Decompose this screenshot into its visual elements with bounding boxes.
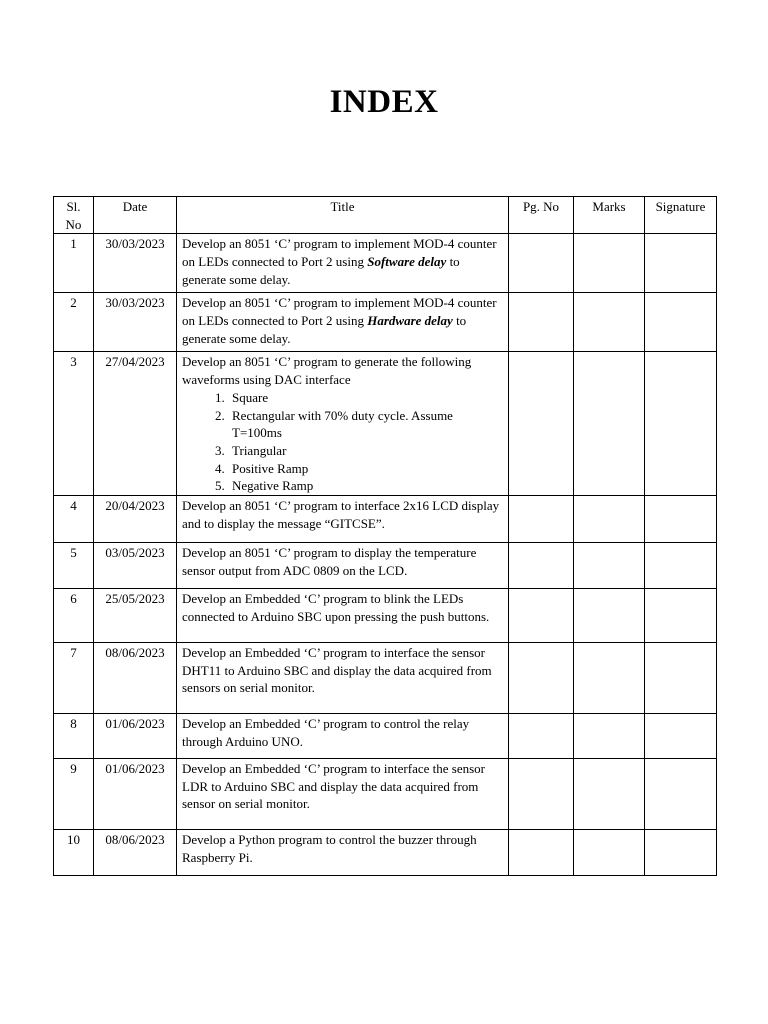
cell-date: 08/06/2023	[94, 643, 177, 714]
cell-pgno	[509, 234, 574, 293]
table-row	[54, 496, 717, 543]
cell-date: 30/03/2023	[94, 234, 177, 293]
cell-marks	[574, 543, 645, 589]
page-title: INDEX	[329, 84, 439, 120]
list-item: 2. Rectangular with 70% duty cycle. Assume T=100ms	[228, 407, 503, 442]
cell-pgno	[509, 543, 574, 589]
table-row	[54, 643, 717, 714]
cell-marks	[574, 643, 645, 714]
header-date: Date	[94, 197, 177, 234]
cell-signature	[645, 643, 717, 714]
cell-signature	[645, 543, 717, 589]
cell-marks	[574, 496, 645, 543]
cell-pgno	[509, 830, 574, 876]
cell-date: 01/06/2023	[94, 759, 177, 830]
cell-slno: 4	[54, 496, 94, 543]
cell-title: Develop an 8051 ‘C’ program to implement MOD-4 counter on LEDs connected to Port 2 using Hardware delay to generate some delay.	[177, 293, 509, 352]
header-row	[54, 197, 717, 234]
cell-date: 27/04/2023	[94, 352, 177, 496]
header-signature: Signature	[645, 197, 717, 234]
title-emphasis: Hardware delay	[367, 313, 453, 329]
table-row	[54, 543, 717, 589]
cell-marks	[574, 589, 645, 643]
cell-pgno	[509, 589, 574, 643]
table-row	[54, 234, 717, 293]
cell-title: Develop an Embedded ‘C’ program to control the relay through Arduino UNO.	[177, 714, 509, 759]
cell-date: 30/03/2023	[94, 293, 177, 352]
cell-date: 25/05/2023	[94, 589, 177, 643]
cell-title: Develop an 8051 ‘C’ program to implement MOD-4 counter on LEDs connected to Port 2 using Software delay to generate some delay.	[177, 234, 509, 293]
cell-title: Develop an 8051 ‘C’ program to display the temperature sensor output from ADC 0809 on the LCD.	[177, 543, 509, 589]
cell-pgno	[509, 496, 574, 543]
cell-signature	[645, 714, 717, 759]
cell-marks	[574, 352, 645, 496]
cell-marks	[574, 234, 645, 293]
table-row	[54, 352, 717, 496]
header-slno: Sl. No	[54, 197, 94, 234]
list-item: 4. Positive Ramp	[228, 460, 503, 478]
cell-signature	[645, 352, 717, 496]
cell-date: 20/04/2023	[94, 496, 177, 543]
cell-slno: 8	[54, 714, 94, 759]
cell-signature	[645, 234, 717, 293]
cell-title: Develop an Embedded ‘C’ program to interface the sensor LDR to Arduino SBC and display the data acquired from sensor on serial monitor.	[177, 759, 509, 830]
cell-slno: 9	[54, 759, 94, 830]
cell-pgno	[509, 352, 574, 496]
cell-slno: 7	[54, 643, 94, 714]
cell-pgno	[509, 714, 574, 759]
table-row	[54, 589, 717, 643]
cell-signature	[645, 589, 717, 643]
table-row	[54, 830, 717, 876]
cell-marks	[574, 759, 645, 830]
cell-signature	[645, 830, 717, 876]
table-row	[54, 293, 717, 352]
header-pgno: Pg. No	[509, 197, 574, 234]
cell-slno: 2	[54, 293, 94, 352]
cell-slno: 1	[54, 234, 94, 293]
cell-slno: 10	[54, 830, 94, 876]
cell-pgno	[509, 759, 574, 830]
cell-slno: 5	[54, 543, 94, 589]
list-item: 5. Negative Ramp	[228, 477, 503, 495]
cell-slno: 6	[54, 589, 94, 643]
cell-title: Develop an Embedded ‘C’ program to blink the LEDs connected to Arduino SBC upon pressing the push buttons.	[177, 589, 509, 643]
cell-slno: 3	[54, 352, 94, 496]
cell-date: 08/06/2023	[94, 830, 177, 876]
list-item: 3. Triangular	[228, 442, 503, 460]
table-row	[54, 714, 717, 759]
cell-marks	[574, 830, 645, 876]
cell-pgno	[509, 643, 574, 714]
table-row	[54, 759, 717, 830]
cell-marks	[574, 714, 645, 759]
cell-signature	[645, 759, 717, 830]
cell-date: 01/06/2023	[94, 714, 177, 759]
cell-signature	[645, 293, 717, 352]
list-item: 1. Square	[228, 389, 503, 407]
cell-pgno	[509, 293, 574, 352]
header-title: Title	[177, 197, 509, 234]
cell-signature	[645, 496, 717, 543]
cell-marks	[574, 293, 645, 352]
header-marks: Marks	[574, 197, 645, 234]
title-emphasis: Software delay	[367, 254, 447, 270]
cell-title: Develop a Python program to control the buzzer through Raspberry Pi.	[177, 830, 509, 876]
cell-title: Develop an 8051 ‘C’ program to interface 2x16 LCD display and to display the message “GITCSE”.	[177, 496, 509, 543]
cell-date: 03/05/2023	[94, 543, 177, 589]
waveform-list	[182, 389, 503, 495]
cell-title: Develop an Embedded ‘C’ program to interface the sensor DHT11 to Arduino SBC and display the data acquired from sensors on serial monitor.	[177, 643, 509, 714]
cell-title: Develop an 8051 ‘C’ program to generate the following waveforms using DAC interface 1. Square 2. Rectangular with 70% duty cycle. Assume T=100ms 3. Triangular 4. Positive Ramp 5. Negative Ramp	[177, 352, 509, 496]
index-table	[53, 196, 717, 876]
